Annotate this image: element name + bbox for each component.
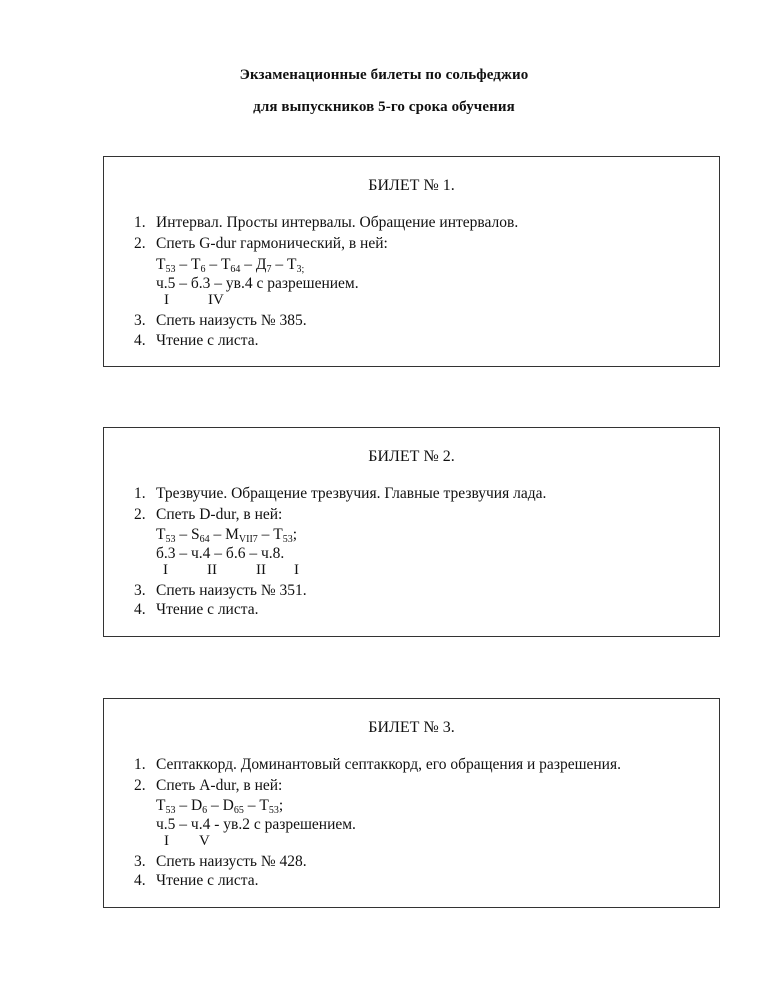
- item-text: Чтение с листа.: [156, 872, 259, 889]
- degree-label: II: [207, 562, 217, 578]
- chord-sequence: $Т_{53} - Т_6 - Т_{64} - Д_7 - Т_{3;}$: [156, 256, 305, 275]
- document-subtitle: для выпускников 5-го срока обучения: [253, 99, 515, 115]
- item-text: Интервал. Просты интервалы. Обращение интервалов.: [156, 214, 519, 231]
- item-number: 4.: [134, 872, 146, 889]
- item-number: 3.: [134, 853, 146, 870]
- interval-sequence: ч.5 – б.3 – ув.4 с разрешением.: [156, 275, 359, 292]
- item-text: Спеть D-dur, в ней:: [156, 506, 283, 523]
- degree-label: I: [294, 562, 299, 578]
- interval-sequence: ч.5 – ч.4 - ув.2 с разрешением.: [156, 816, 356, 833]
- item-text: Трезвучие. Обращение трезвучия. Главные трезвучия лада.: [156, 485, 547, 502]
- interval-sequence: б.3 – ч.4 – б.6 – ч.8.: [156, 545, 285, 562]
- degree-label: V: [199, 833, 210, 849]
- chord-sequence: $Т_{53} - S_{64} - M_{VII7} - Т_{53}$;: [156, 526, 298, 545]
- item-number: 1.: [134, 756, 146, 773]
- item-number: 2.: [134, 235, 146, 252]
- item-text: Спеть наизусть № 428.: [156, 853, 307, 870]
- ticket-3: [103, 698, 720, 908]
- degree-label: I: [164, 292, 169, 308]
- item-number: 4.: [134, 332, 146, 349]
- item-text: Чтение с листа.: [156, 332, 259, 349]
- ticket-heading: БИЛЕТ № 3.: [368, 719, 455, 736]
- ticket-heading: БИЛЕТ № 2.: [368, 448, 455, 465]
- document-title: Экзаменационные билеты по сольфеджио: [239, 67, 529, 83]
- item-number: 2.: [134, 506, 146, 523]
- ticket-2: [103, 427, 720, 637]
- item-number: 2.: [134, 777, 146, 794]
- item-text: Спеть наизусть № 351.: [156, 582, 307, 599]
- item-number: 3.: [134, 582, 146, 599]
- degree-label: I: [163, 562, 168, 578]
- degree-label: I: [164, 833, 169, 849]
- item-number: 4.: [134, 601, 146, 618]
- ticket-1: [103, 156, 720, 367]
- item-text: Септаккорд. Доминантовый септаккорд, его обращения и разрешения.: [156, 756, 621, 773]
- item-text: Чтение с листа.: [156, 601, 259, 618]
- item-text: Спеть наизусть № 385.: [156, 312, 307, 329]
- ticket-heading: БИЛЕТ № 1.: [368, 177, 455, 194]
- degree-label: II: [256, 562, 266, 578]
- degree-label: IV: [208, 292, 224, 308]
- item-text: Спеть A-dur, в ней:: [156, 777, 283, 794]
- item-number: 1.: [134, 485, 146, 502]
- item-text: Спеть G-dur гармонический, в ней:: [156, 235, 388, 252]
- chord-sequence: $Т_{53} - D_6 - D_{65} - Т_{53}$;: [156, 797, 284, 816]
- item-number: 3.: [134, 312, 146, 329]
- item-number: 1.: [134, 214, 146, 231]
